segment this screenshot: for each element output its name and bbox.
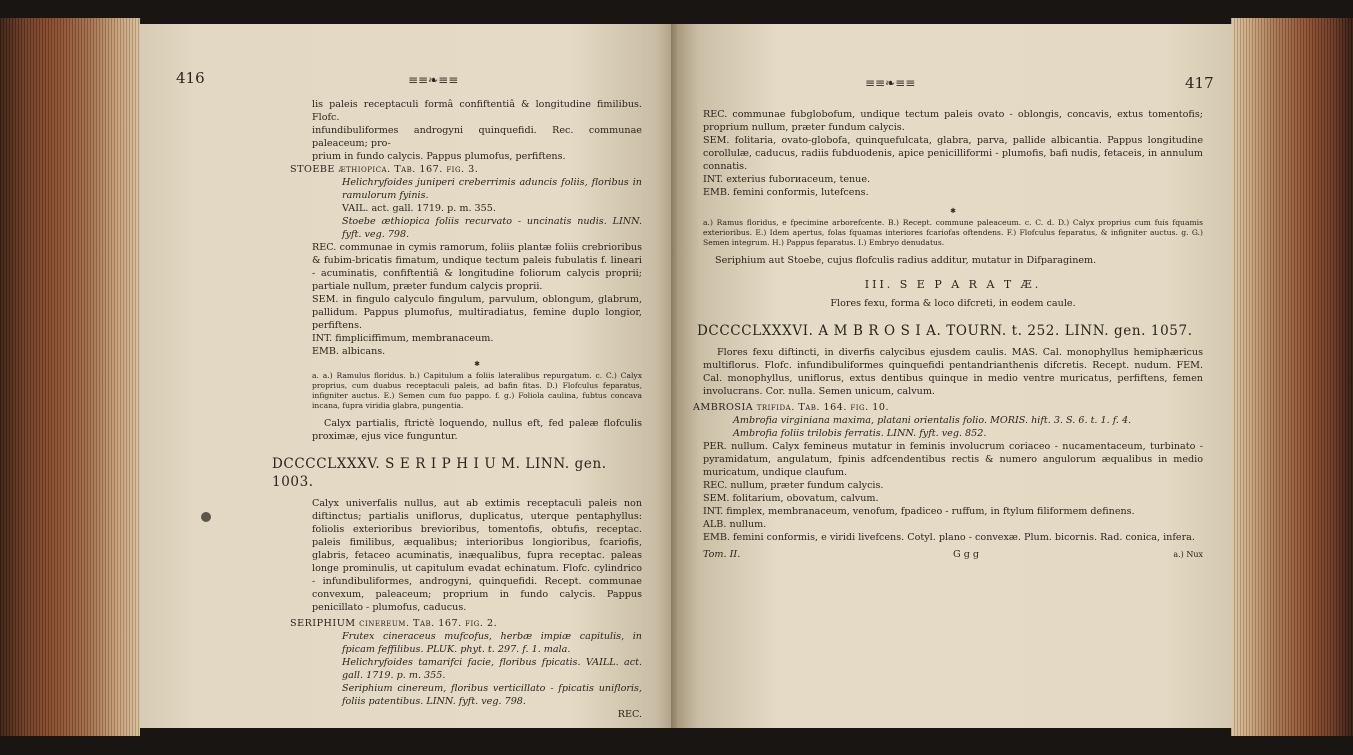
left-text-column	[272, 98, 642, 721]
stoebe-calyx-note: Calyx partialis, ftrictè loquendo, nullus eft, fed paleæ flofculis proximæ, ejus vice funguntur.	[312, 418, 642, 442]
page-number-right: 417	[1185, 74, 1214, 92]
ambrosia-sem: SEM. folitarium, obovatum, calvum.	[703, 493, 879, 504]
ambrosia-alb: ALB. nullum.	[703, 519, 767, 530]
left-line-3: prium in fundo calycis. Pappus plumofus, perfiftens.	[312, 151, 566, 162]
seriphium-heading: DCCCCLXXXV. S E R I P H I U M. LINN. gen. 1003.	[272, 456, 607, 490]
binding-hole	[201, 512, 211, 522]
ambrosia-character: Flores fexu diftincti, in diverfis calycibus ejusdem caulis. MAS. Cal. monophyllus hemiphæricus multiflorus. Flofc. infundibuliformes quinquefidi pentandrianthenis difcretis. Recept. nudum. FEM. Cal. monophyllus, uniflorus, extus dentibus quinque in medio ventre muricatus, perfiftens, femen involucrans. Cor. nulla. Semen unicum, calvum.	[703, 347, 1203, 397]
seriphium-species: SERIPHIUM cinereum. Tab. 167. fig. 2.	[290, 618, 498, 629]
stoebe-synonym-2: Stoebe æthiopica foliis recurvato - uncinatis nudis. LINN. fyft. veg. 798.	[342, 216, 642, 240]
ambrosia-int: INT. fimplex, membranaceum, venofum, fpadiceo - ruffum, in ftylum filiformem definens.	[703, 506, 1135, 517]
page-number-left: 416	[176, 69, 205, 87]
catchword-left: REC.	[617, 709, 642, 720]
left-line-1: lis paleis receptaculi formâ confiftentiâ & longitudine fimilibus. Flofc.	[312, 99, 642, 123]
ambrosia-heading: DCCCCLXXXVI. A M B R O S I A. TOURN. t. 252. LINN. gen. 1057.	[697, 323, 1193, 339]
footer-catchword: a.) Nux	[1173, 550, 1203, 559]
ornament-left: ≡≡❧≡≡	[408, 73, 459, 87]
stoebe-figure-notes: a. a.) Ramulus floridus. b.) Capitulum a foliis lateralibus repurgatum. c. C.) Calyx proprius, cum duabus receptaculi paleis, ad bafin fitas. D.) Flofculus feparatus, infigniter auctus. E.) Semen cum fuo pappo. f. g.) Foliola caulina, fubtus concava incana, fupra viridia glabra, pungentia.	[312, 371, 642, 410]
right-text-column	[693, 108, 1203, 564]
ambrosia-emb: EMB. femini conformis, e viridi livefcens. Cotyl. plano - convexæ. Plum. bicornis. Rad. conica, infera.	[703, 532, 1195, 543]
ornament-right: ≡≡❧≡≡	[865, 76, 916, 90]
stoebe-emb: EMB. albicans.	[312, 346, 386, 357]
page-edge-right	[1231, 18, 1353, 736]
seriphium-disparago-note: Seriphium aut Stoebe, cujus flofculis radius additur, mutatur in Difparaginem.	[715, 255, 1097, 266]
seriphium-synonym-3: Seriphium cinereum, floribus verticillato - fpicatis unifloris, foliis patentibus. LINN. fyft. veg. 798.	[342, 683, 642, 707]
ambr-prev-int: INT. exterius fuborиaceum, tenue.	[703, 174, 871, 185]
stoebe-int: INT. fimpliciffimum, membranaceum.	[312, 333, 494, 344]
seriphium-synonym-1: Frutex cineraceus mufcofus, herbæ impiæ capitulis, in fpicam feffilibus. PLUK. phyt. t. 297. f. 1. mala.	[342, 631, 642, 655]
left-page	[140, 24, 677, 728]
footer-volume: Tom. II.	[703, 549, 741, 560]
stoebe-synonym-1: Helichryfoides juniperi creberrimis aduncis foliis, floribus in ramulorum fyinis.	[342, 177, 642, 201]
ambrosia-per: PER. nullum. Calyx femineus mutatur in feminis involucrum coriaceo - nucamentaceum, turbinato - pyramidatum, angulatum, fpinis adfcendentibus rectis & numero angulorum æqualibus in medio muricatum, undique claufum.	[703, 441, 1203, 478]
page-edge-left	[0, 18, 140, 736]
section-subheading: Flores fexu, forma & loco difcreti, in eodem caule.	[830, 298, 1076, 309]
ambr-prev-sem: SEM. folitaria, ovato-globofa, quinquefulcata, glabra, parva, pallide albicantia. Pappus longitudine corollulæ, caducus, radiis fubduodenis, apice penicilliformi - plumofis, bafi nudis, fetaceis, in annulum connatis.	[703, 135, 1203, 172]
ambr-prev-emb: EMB. femini conformis, lutefcens.	[703, 187, 869, 198]
seriphium-figure-notes: a.) Ramus floridus, e fpecimine arborefcente. B.) Recept. commune paleaceum. c. C. d. D.) Calyx proprius cum fuis fquamis exterioribus. E.) Idem apertus, folas fquamas interiores fcariofas oftendens. F.) Flofculus feparatus, & infigniter auctus. g. G.) Semen integrum. H.) Pappus feparatus. I.) Embryo denudatus.	[703, 218, 1203, 247]
ambrosia-synonym-1: Ambrofia virginiana maxima, platani orientalis folio. MORIS. hift. 3. S. 6. t. 1. f. 4.	[733, 415, 1132, 426]
ambrosia-synonym-2: Ambrofia foliis trilobis ferratis. LINN. fyft. veg. 852.	[733, 428, 987, 439]
seriphium-synonym-2: Helichryfoides tamarifci facie, floribus fpicatis. VAILL. act. gall. 1719. p. m. 355.	[342, 657, 642, 681]
left-line-2: infundibuliformes androgyni quinquefidi. Rec. communae paleaceum; pro-	[312, 125, 642, 149]
seriphium-character: Calyx univerfalis nullus, aut ab extimis receptaculi paleis non diftinctus; partialis uniflorus, duplicatus, uterque pentaphyllus: foliolis exterioribus brevioribus, tomentofis, obtufis, receptac. paleis fimilibus, æqualibus; interioribus longioribus, fcariofis, glabris, fetaceo acuminatis, inæqualibus, fupra receptac. paleas longe prominulis, ut capitulum evadat echinatum. Flofc. cylindrico - infundibuliformes, androgyni, quinquefidi. Recept. communae convexum, paleaceum; proprium in fundo calycis. Pappus penicillato - plumofus, caducus.	[312, 498, 642, 613]
ambr-prev-rec: REC. communae fubglobofum, undique tectum paleis ovato - oblongis, concavis, extus tomentofis; proprium nullum, præter fundum calycis.	[703, 109, 1203, 133]
stoebe-rec: REC. communae in cymis ramorum, foliis plantæ foliis crebrioribus & fubim-bricatis fimatum, undique tectum paleis fubulatis f. lineari - acuminatis, confiftentiâ & longitudine foliorum calycis proprii; partiale nullum, præter fundum calycis proprii.	[312, 242, 642, 292]
stoebe-entry: STOEBE æthiopica. Tab. 167. fig. 3.	[290, 164, 479, 175]
ambrosia-rec: REC. nullum, præter fundum calycis.	[703, 480, 884, 491]
star-mark-right: ✱	[950, 207, 956, 215]
stoebe-sem: SEM. in fingulo calyculo fingulum, parvulum, oblongum, glabrum, pallidum. Pappus plumofus, multiradiatus, femine duplo longior, perfiftens.	[312, 294, 642, 331]
section-heading: III. S E P A R A T Æ.	[864, 278, 1042, 291]
right-page	[677, 24, 1233, 728]
ambrosia-species: AMBROSIA trifida. Tab. 164. fig. 10.	[693, 402, 890, 413]
star-mark-left: ✱	[474, 360, 480, 368]
footer-signature: G g g	[953, 549, 980, 560]
stoebe-synonym-1b: VAIL. act. gall. 1719. p. m. 355.	[342, 203, 496, 214]
